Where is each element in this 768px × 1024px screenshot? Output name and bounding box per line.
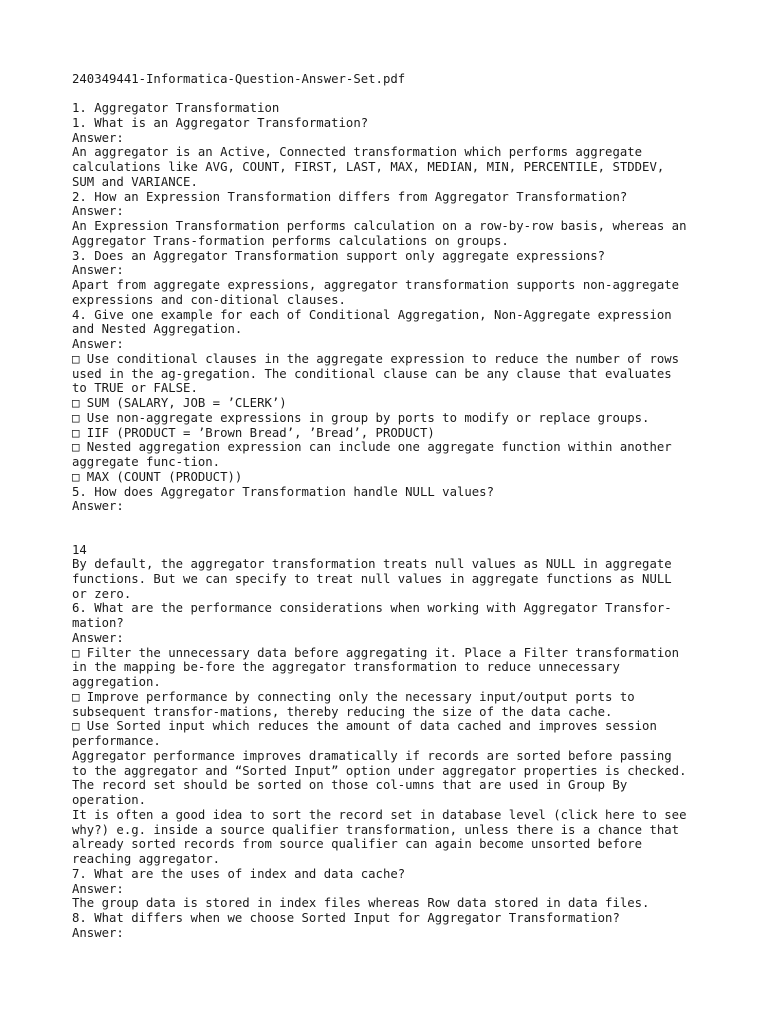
text-line: subsequent transfor-mations, thereby reducing the size of the data cache.	[72, 704, 613, 719]
text-line: □ Nested aggregation expression can include one aggregate function within another	[72, 440, 672, 455]
text-line: operation.	[72, 793, 147, 807]
page-number-label: 14	[72, 543, 87, 557]
text-line: □ Filter the unnecessary data before aggregating it. Place a Filter transformation	[72, 645, 680, 660]
text-line: in the mapping be-fore the aggregator transformation to reduce unnecessary	[72, 660, 620, 675]
text-line: SUM and VARIANCE.	[72, 174, 198, 189]
text-line: reaching aggregator.	[72, 852, 221, 866]
text-line: aggregation.	[72, 675, 161, 689]
text-line: 8. What differs when we choose Sorted Input for Aggregator Transformation?	[72, 911, 620, 925]
text-line: to the aggregator and “Sorted Input” option under aggregator properties is checked.	[72, 763, 687, 778]
text-line: An aggregator is an Active, Connected transformation which performs aggregate	[72, 145, 643, 160]
text-line: □ Use Sorted input which reduces the amount of data cached and improves session	[72, 719, 657, 734]
text-line: and Nested Aggregation.	[72, 322, 243, 337]
text-line: used in the ag-gregation. The conditional clause can be any clause that evaluates	[72, 366, 672, 381]
text-line: mation?	[72, 616, 124, 630]
text-line: □ IIF (PRODUCT = ’Brown Bread’, ’Bread’, PRODUCT)	[72, 425, 435, 440]
text-line: By default, the aggregator transformation treats null values as NULL in aggregate	[72, 557, 672, 571]
text-line: or zero.	[72, 586, 132, 601]
text-line: Answer:	[72, 630, 124, 645]
text-line: 4. Give one example for each of Conditional Aggregation, Non-Aggregate expression	[72, 307, 672, 322]
text-line: Answer:	[72, 499, 124, 514]
text-line: □ SUM (SALARY, JOB = ’CLERK’)	[72, 396, 287, 410]
text-line: functions. But we can specify to treat null values in aggregate functions as NULL	[72, 571, 672, 586]
text-line: 1. Aggregator Transformation	[72, 101, 280, 115]
text-line: 6. What are the performance considerations when working with Aggregator Transfor-	[72, 601, 672, 616]
text-line: calculations like AVG, COUNT, FIRST, LAST, MAX, MEDIAN, MIN, PERCENTILE, STDDEV,	[72, 160, 665, 174]
text-line: Aggregator performance improves dramatically if records are sorted before passing	[72, 748, 672, 763]
text-line: □ Use conditional clauses in the aggregate expression to reduce the number of rows	[72, 351, 680, 366]
text-line: Answer:	[72, 337, 124, 351]
filename-line: 240349441-Informatica-Question-Answer-Set.pdf	[72, 72, 406, 86]
text-line: Answer:	[72, 204, 124, 219]
text-line: Answer:	[72, 263, 124, 278]
section-aggregator-questions-5-8	[72, 557, 722, 941]
text-line: to TRUE or FALSE.	[72, 381, 198, 396]
document-filename	[72, 72, 722, 87]
text-line: already sorted records from source qualifier can again become unsorted before	[72, 837, 643, 852]
text-line: 5. How does Aggregator Transformation handle NULL values?	[72, 484, 494, 499]
text-line: The record set should be sorted on those col-umns that are used in Group By	[72, 778, 628, 793]
text-line: expressions and con-ditional clauses.	[72, 292, 346, 307]
text-line: 3. Does an Aggregator Transformation support only aggregate expressions?	[72, 248, 606, 263]
text-line: Answer:	[72, 881, 124, 896]
text-line: An Expression Transformation performs calculation on a row-by-row basis, whereas an	[72, 219, 687, 233]
section-aggregator-questions-1-5	[72, 101, 722, 514]
text-line: performance.	[72, 734, 161, 748]
text-line: Answer:	[72, 925, 124, 940]
text-line: Aggregator Trans-formation performs calculations on groups.	[72, 233, 509, 248]
text-line: 7. What are the uses of index and data cache?	[72, 866, 406, 881]
text-line: □ Improve performance by connecting only the necessary input/output ports to	[72, 689, 635, 704]
page-number	[72, 543, 722, 558]
text-line: Apart from aggregate expressions, aggregator transformation supports non-aggregate	[72, 278, 680, 292]
text-line: □ Use non-aggregate expressions in group by ports to modify or replace groups.	[72, 410, 650, 425]
text-line: □ MAX (COUNT (PRODUCT))	[72, 469, 243, 484]
text-line: The group data is stored in index files whereas Row data stored in data files.	[72, 896, 650, 911]
text-line: 1. What is an Aggregator Transformation?	[72, 115, 369, 130]
text-line: 2. How an Expression Transformation differs from Aggregator Transformation?	[72, 189, 628, 204]
text-line: aggregate func-tion.	[72, 455, 221, 469]
text-line: It is often a good idea to sort the record set in database level (click here to see	[72, 807, 687, 822]
text-line: why?) e.g. inside a source qualifier transformation, unless there is a chance that	[72, 822, 680, 837]
text-line: Answer:	[72, 130, 124, 145]
